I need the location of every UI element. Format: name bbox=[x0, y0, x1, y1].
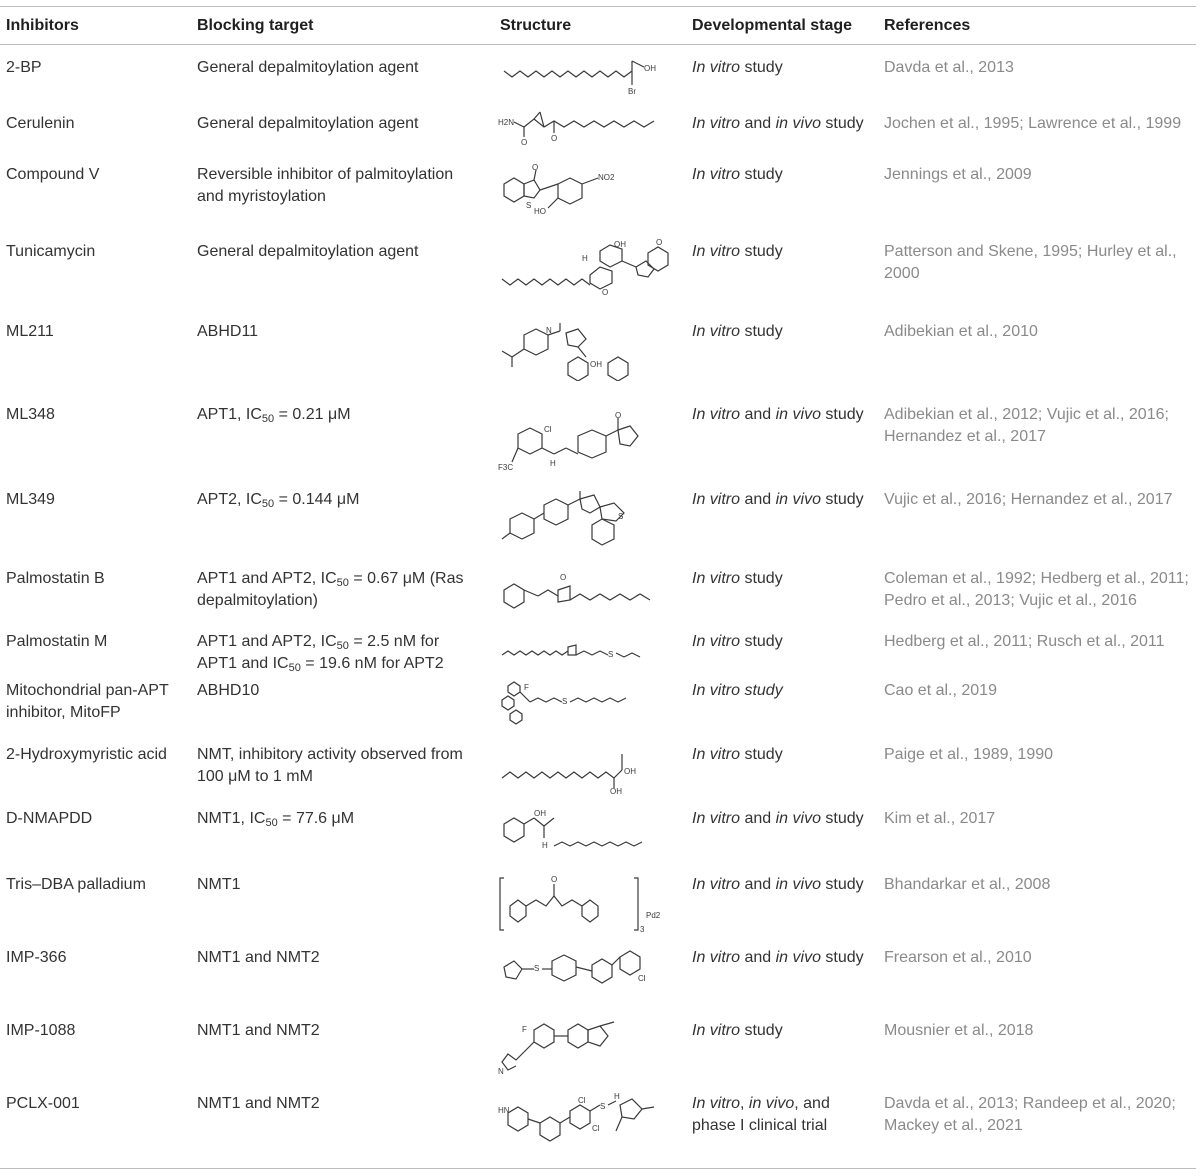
text-segment: NMT1 bbox=[197, 876, 241, 893]
text-segment: study bbox=[740, 1022, 783, 1039]
developmental-stage bbox=[692, 568, 872, 590]
chemical-structure bbox=[498, 1093, 678, 1163]
text-segment: ABHD10 bbox=[197, 682, 260, 699]
structure-figure bbox=[498, 748, 678, 794]
text-segment: study bbox=[740, 166, 783, 183]
svg-text:O: O bbox=[615, 412, 622, 420]
header-inhibitors: Inhibitors bbox=[6, 17, 79, 34]
developmental-stage bbox=[692, 164, 872, 186]
developmental-stage bbox=[692, 744, 872, 766]
blocking-target bbox=[197, 321, 482, 343]
svg-text:OH: OH bbox=[624, 767, 636, 776]
text-segment: APT1, IC bbox=[197, 406, 262, 423]
reference-link[interactable]: Frearson et al., 2010 bbox=[884, 949, 1032, 966]
reference-link[interactable]: Adibekian et al., 2010 bbox=[884, 323, 1038, 340]
blocking-target bbox=[197, 164, 482, 208]
text-segment: study bbox=[740, 323, 783, 340]
text-segment: study bbox=[820, 491, 864, 508]
references: Coleman et al., 1992; Hedberg et al., 2011; Pedro et al., 2013; Vujic et al., 2016 bbox=[884, 570, 1189, 609]
developmental-stage bbox=[692, 1093, 872, 1137]
subscript: 50 bbox=[336, 640, 349, 652]
text-segment: and bbox=[740, 406, 776, 423]
reference-link[interactable]: Lawrence et al., 1999 bbox=[1028, 115, 1182, 132]
chemical-structure bbox=[498, 568, 678, 638]
text-segment: study bbox=[820, 406, 864, 423]
chemical-structure bbox=[498, 412, 678, 482]
text-segment: APT2, IC bbox=[197, 491, 262, 508]
header-structure: Structure bbox=[500, 17, 572, 34]
oh-label: OH bbox=[644, 64, 656, 73]
header-references: References bbox=[884, 17, 971, 34]
text-segment: = 77.6 μM bbox=[277, 810, 355, 827]
developmental-stage bbox=[692, 113, 872, 135]
text-segment: and bbox=[740, 115, 776, 132]
inhibitor-name: Tris–DBA palladium bbox=[6, 876, 146, 893]
references bbox=[884, 57, 1196, 79]
references: Vujic et al., 2016; Hernandez et al., 2017 bbox=[884, 491, 1173, 508]
developmental-stage bbox=[692, 947, 872, 969]
text-segment: = 19.6 nM for APT2 bbox=[300, 655, 444, 672]
svg-text:Cl: Cl bbox=[638, 974, 646, 983]
subscript: 50 bbox=[336, 577, 349, 589]
structure-figure bbox=[498, 109, 678, 149]
svg-text:O: O bbox=[551, 134, 558, 143]
reference-link[interactable]: Kim et al., 2017 bbox=[884, 810, 996, 827]
text-segment: NMT1 and NMT2 bbox=[197, 949, 320, 966]
developmental-stage bbox=[692, 1020, 872, 1042]
text-segment: NMT1 and NMT2 bbox=[197, 1022, 320, 1039]
structure-figure bbox=[498, 412, 678, 472]
italic-text: In vitro bbox=[692, 59, 741, 76]
text-segment: study bbox=[740, 570, 783, 587]
italic-text: in vivo bbox=[748, 1095, 795, 1112]
svg-text:F3C: F3C bbox=[498, 463, 514, 472]
blocking-target bbox=[197, 57, 482, 79]
blocking-target bbox=[197, 744, 482, 788]
blocking-target bbox=[197, 1093, 482, 1115]
italic-text: in vivo bbox=[775, 810, 821, 827]
chemical-structure bbox=[498, 874, 678, 944]
svg-text:S: S bbox=[526, 201, 532, 210]
text-segment: and bbox=[740, 949, 776, 966]
inhibitor-name: Tunicamycin bbox=[6, 243, 96, 260]
structure-figure bbox=[498, 874, 678, 934]
blocking-target bbox=[197, 874, 482, 896]
references: Davda et al., 2013; Randeep et al., 2020; Mackey et al., 2021 bbox=[884, 1095, 1176, 1134]
svg-text:O: O bbox=[532, 164, 539, 172]
text-segment: study bbox=[820, 949, 864, 966]
svg-text:H: H bbox=[582, 254, 588, 263]
svg-text:OH: OH bbox=[614, 240, 626, 249]
italic-text: In vitro bbox=[692, 243, 741, 260]
references bbox=[884, 947, 1196, 969]
references bbox=[884, 321, 1196, 343]
text-segment: study bbox=[740, 243, 783, 260]
text-segment: study bbox=[740, 59, 783, 76]
text-segment: ABHD11 bbox=[197, 323, 259, 340]
reference-link[interactable]: Coleman et al., 1992 bbox=[884, 570, 1032, 587]
references bbox=[884, 808, 1196, 830]
svg-text:N: N bbox=[546, 326, 552, 335]
svg-text:S: S bbox=[562, 697, 568, 706]
svg-text:HO: HO bbox=[534, 207, 546, 214]
reference-link[interactable]: Hernandez et al., 2017 bbox=[884, 428, 1046, 445]
inhibitor-name: 2-Hydroxymyristic acid bbox=[6, 746, 167, 763]
italic-text: In vitro bbox=[692, 876, 741, 893]
structure-figure bbox=[498, 568, 678, 618]
inhibitor-name: ML348 bbox=[6, 406, 55, 423]
reference-link[interactable]: Patterson and Skene, 1995 bbox=[884, 243, 1078, 260]
reference-link[interactable]: Hernandez et al., 2017 bbox=[1010, 491, 1173, 508]
references bbox=[884, 874, 1196, 896]
subscript: 50 bbox=[288, 662, 301, 674]
text-segment: and bbox=[740, 491, 776, 508]
structure-figure bbox=[498, 237, 678, 295]
inhibitor-name: Palmostatin M bbox=[6, 633, 108, 650]
structure-figure bbox=[498, 947, 678, 997]
text-segment: = 0.21 μM bbox=[274, 406, 351, 423]
inhibitor-name: IMP-366 bbox=[6, 949, 67, 966]
blocking-target bbox=[197, 631, 482, 675]
italic-text: In vitro bbox=[692, 406, 741, 423]
blocking-target bbox=[197, 568, 482, 612]
svg-text:OH: OH bbox=[610, 787, 622, 794]
blocking-target bbox=[197, 1020, 482, 1042]
developmental-stage bbox=[692, 404, 872, 426]
reference-link[interactable]: Hedberg et al., 2011 bbox=[1040, 570, 1185, 587]
svg-text:S: S bbox=[618, 512, 624, 521]
inhibitor-name: Mitochondrial pan-APT inhibitor, MitoFP bbox=[6, 682, 169, 721]
header-rule bbox=[0, 44, 1196, 45]
inhibitor-name: ML211 bbox=[6, 323, 54, 340]
header-blocking-target: Blocking target bbox=[197, 17, 314, 34]
text-segment: APT1 and APT2, IC bbox=[197, 570, 337, 587]
reference-link[interactable]: Pedro et al., 2013 bbox=[884, 592, 1011, 609]
svg-text:O: O bbox=[521, 138, 528, 147]
svg-text:S: S bbox=[600, 1102, 606, 1111]
italic-text: In vitro bbox=[692, 166, 741, 183]
italic-text: In vitro bbox=[692, 570, 741, 587]
structure-figure bbox=[498, 1093, 678, 1149]
italic-text: In vitro bbox=[692, 323, 741, 340]
svg-text:H2N: H2N bbox=[498, 118, 515, 127]
svg-text:O: O bbox=[551, 875, 558, 884]
inhibitor-name: Compound V bbox=[6, 166, 100, 183]
inhibitor-name: IMP-1088 bbox=[6, 1022, 76, 1039]
blocking-target bbox=[197, 947, 482, 969]
svg-text:O: O bbox=[602, 288, 609, 295]
structure-figure bbox=[498, 808, 678, 858]
reference-link[interactable]: Jochen et al., 1995 bbox=[884, 115, 1020, 132]
developmental-stage bbox=[692, 808, 872, 830]
chemical-structure bbox=[498, 947, 678, 1017]
inhibitor-name: Cerulenin bbox=[6, 115, 75, 132]
italic-text: in vivo bbox=[775, 406, 821, 423]
references: Jochen et al., 1995; Lawrence et al., 1999 bbox=[884, 115, 1182, 132]
reference-link[interactable]: Vujic et al., 2016 bbox=[1019, 592, 1137, 609]
references: Patterson and Skene, 1995; Hurley et al., 2000 bbox=[884, 243, 1177, 282]
blocking-target bbox=[197, 680, 482, 702]
svg-text:F: F bbox=[524, 683, 529, 692]
text-segment: General depalmitoylation agent bbox=[197, 59, 419, 76]
svg-text:N: N bbox=[498, 1067, 504, 1076]
references bbox=[884, 744, 1196, 766]
svg-text:OH: OH bbox=[534, 809, 546, 818]
text-segment: General depalmitoylation agent bbox=[197, 115, 419, 132]
svg-text:O: O bbox=[656, 238, 663, 247]
developmental-stage bbox=[692, 874, 872, 896]
svg-text:3: 3 bbox=[640, 925, 645, 934]
text-segment: and bbox=[740, 810, 776, 827]
italic-text: In vitro bbox=[692, 1095, 741, 1112]
chemical-structure bbox=[498, 489, 678, 559]
italic-text: In vitro bbox=[692, 491, 741, 508]
text-segment: Reversible inhibitor of palmitoylation and myristoylation bbox=[197, 166, 454, 205]
references bbox=[884, 1020, 1196, 1042]
text-segment: study bbox=[740, 746, 783, 763]
references bbox=[884, 164, 1196, 186]
chemical-structure bbox=[498, 164, 678, 234]
reference-link[interactable]: Jennings et al., 2009 bbox=[884, 166, 1032, 183]
reference-link[interactable]: Adibekian et al., 2012 bbox=[884, 406, 1038, 423]
blocking-target bbox=[197, 489, 482, 511]
reference-link[interactable]: Rusch et al., 2011 bbox=[1036, 633, 1165, 650]
text-segment: study bbox=[820, 810, 864, 827]
svg-text:H: H bbox=[614, 1093, 620, 1101]
italic-text: In vitro bbox=[692, 810, 741, 827]
italic-text: In vitro bbox=[692, 949, 741, 966]
text-segment: and bbox=[740, 876, 776, 893]
svg-text:Pd2: Pd2 bbox=[646, 911, 661, 920]
br-label: Br bbox=[628, 87, 636, 96]
italic-text: in vivo bbox=[775, 876, 821, 893]
italic-text: In vitro study bbox=[692, 682, 783, 699]
blocking-target bbox=[197, 113, 482, 135]
reference-link[interactable]: Mackey et al., 2021 bbox=[884, 1117, 1023, 1134]
reference-link[interactable]: Vujic et al., 2016 bbox=[1046, 406, 1165, 423]
text-segment: study bbox=[820, 115, 864, 132]
svg-text:F: F bbox=[522, 1025, 527, 1034]
subscript: 50 bbox=[261, 413, 275, 425]
structure-figure bbox=[498, 639, 678, 669]
italic-text: in vivo bbox=[775, 491, 821, 508]
text-segment: NMT1 and NMT2 bbox=[197, 1095, 320, 1112]
svg-text:S: S bbox=[608, 650, 614, 659]
structure-figure bbox=[498, 57, 678, 97]
text-segment: = 0.144 μM bbox=[274, 491, 360, 508]
text-segment: = 0.67 μM (Ras depalmitoylation) bbox=[197, 570, 464, 609]
blocking-target bbox=[197, 241, 482, 263]
reference-link[interactable]: Cao et al., 2019 bbox=[884, 682, 997, 699]
reference-link[interactable]: Davda et al., 2013 bbox=[884, 1095, 1014, 1112]
table-bottom-rule bbox=[0, 1168, 1196, 1169]
header-developmental-stage: Developmental stage bbox=[692, 17, 853, 34]
reference-link[interactable]: Mousnier et al., 2018 bbox=[884, 1022, 1034, 1039]
svg-text:O: O bbox=[560, 573, 567, 582]
italic-text: in vivo bbox=[775, 115, 821, 132]
references bbox=[884, 680, 1196, 702]
italic-text: In vitro bbox=[692, 1022, 741, 1039]
reference-link[interactable]: Randeep et al., 2020 bbox=[1022, 1095, 1172, 1112]
reference-link[interactable]: Bhandarkar et al., 2008 bbox=[884, 876, 1051, 893]
svg-text:S: S bbox=[534, 964, 540, 973]
svg-text:NO2: NO2 bbox=[598, 173, 615, 182]
chemical-structure bbox=[498, 680, 678, 750]
svg-text:H: H bbox=[542, 841, 548, 850]
inhibitor-name: PCLX-001 bbox=[6, 1095, 80, 1112]
italic-text: In vitro bbox=[692, 746, 741, 763]
blocking-target bbox=[197, 808, 482, 830]
developmental-stage bbox=[692, 680, 872, 702]
developmental-stage bbox=[692, 321, 872, 343]
chemical-structure bbox=[498, 237, 678, 307]
reference-link[interactable]: Paige et al., 1989, 1990 bbox=[884, 746, 1054, 763]
text-segment: , and phase I clinical trial bbox=[692, 1095, 830, 1134]
text-segment: General depalmitoylation agent bbox=[197, 243, 419, 260]
structure-figure bbox=[498, 489, 678, 547]
blocking-target bbox=[197, 404, 482, 426]
italic-text: In vitro bbox=[692, 633, 741, 650]
structure-figure bbox=[498, 1020, 678, 1078]
text-segment: , bbox=[740, 1095, 749, 1112]
svg-text:Cl: Cl bbox=[578, 1096, 586, 1105]
italic-text: in vivo bbox=[775, 949, 821, 966]
inhibitor-name: 2-BP bbox=[6, 59, 42, 76]
references: Hedberg et al., 2011; Rusch et al., 2011 bbox=[884, 633, 1165, 650]
text-segment: APT1 and APT2, IC bbox=[197, 633, 337, 650]
developmental-stage bbox=[692, 631, 872, 653]
chemical-structure bbox=[498, 321, 678, 391]
text-segment: = 2.5 nM for APT1 and IC bbox=[197, 633, 440, 672]
structure-figure bbox=[498, 164, 678, 214]
svg-text:Cl: Cl bbox=[544, 425, 552, 434]
developmental-stage bbox=[692, 241, 872, 263]
svg-text:H: H bbox=[550, 459, 556, 468]
chemical-structure bbox=[498, 808, 678, 878]
svg-text:OH: OH bbox=[590, 360, 602, 369]
developmental-stage bbox=[692, 489, 872, 511]
reference-link[interactable]: Vujic et al., 2016 bbox=[884, 491, 1002, 508]
svg-text:Cl: Cl bbox=[592, 1124, 600, 1133]
inhibitor-name: ML349 bbox=[6, 491, 55, 508]
table-top-rule bbox=[0, 6, 1196, 7]
subscript: 50 bbox=[265, 817, 278, 829]
text-segment: NMT1, IC bbox=[197, 810, 266, 827]
subscript: 50 bbox=[261, 498, 275, 510]
structure-figure bbox=[498, 680, 678, 726]
structure-figure bbox=[498, 321, 678, 381]
italic-text: In vitro bbox=[692, 115, 741, 132]
reference-link[interactable]: Davda et al., 2013 bbox=[884, 59, 1014, 76]
text-segment: study bbox=[740, 633, 783, 650]
inhibitor-name: Palmostatin B bbox=[6, 570, 105, 587]
text-segment: NMT, inhibitory activity observed from 100 μM to 1 mM bbox=[197, 746, 463, 785]
text-segment: study bbox=[820, 876, 864, 893]
developmental-stage bbox=[692, 57, 872, 79]
reference-link[interactable]: Hurley et al., 2000 bbox=[884, 243, 1177, 282]
reference-link[interactable]: Hedberg et al., 2011 bbox=[884, 633, 1028, 650]
inhibitor-name: D-NMAPDD bbox=[6, 810, 93, 827]
chemical-structure bbox=[498, 1020, 678, 1090]
references: Adibekian et al., 2012; Vujic et al., 2016; Hernandez et al., 2017 bbox=[884, 406, 1169, 445]
svg-text:HN: HN bbox=[498, 1106, 510, 1115]
